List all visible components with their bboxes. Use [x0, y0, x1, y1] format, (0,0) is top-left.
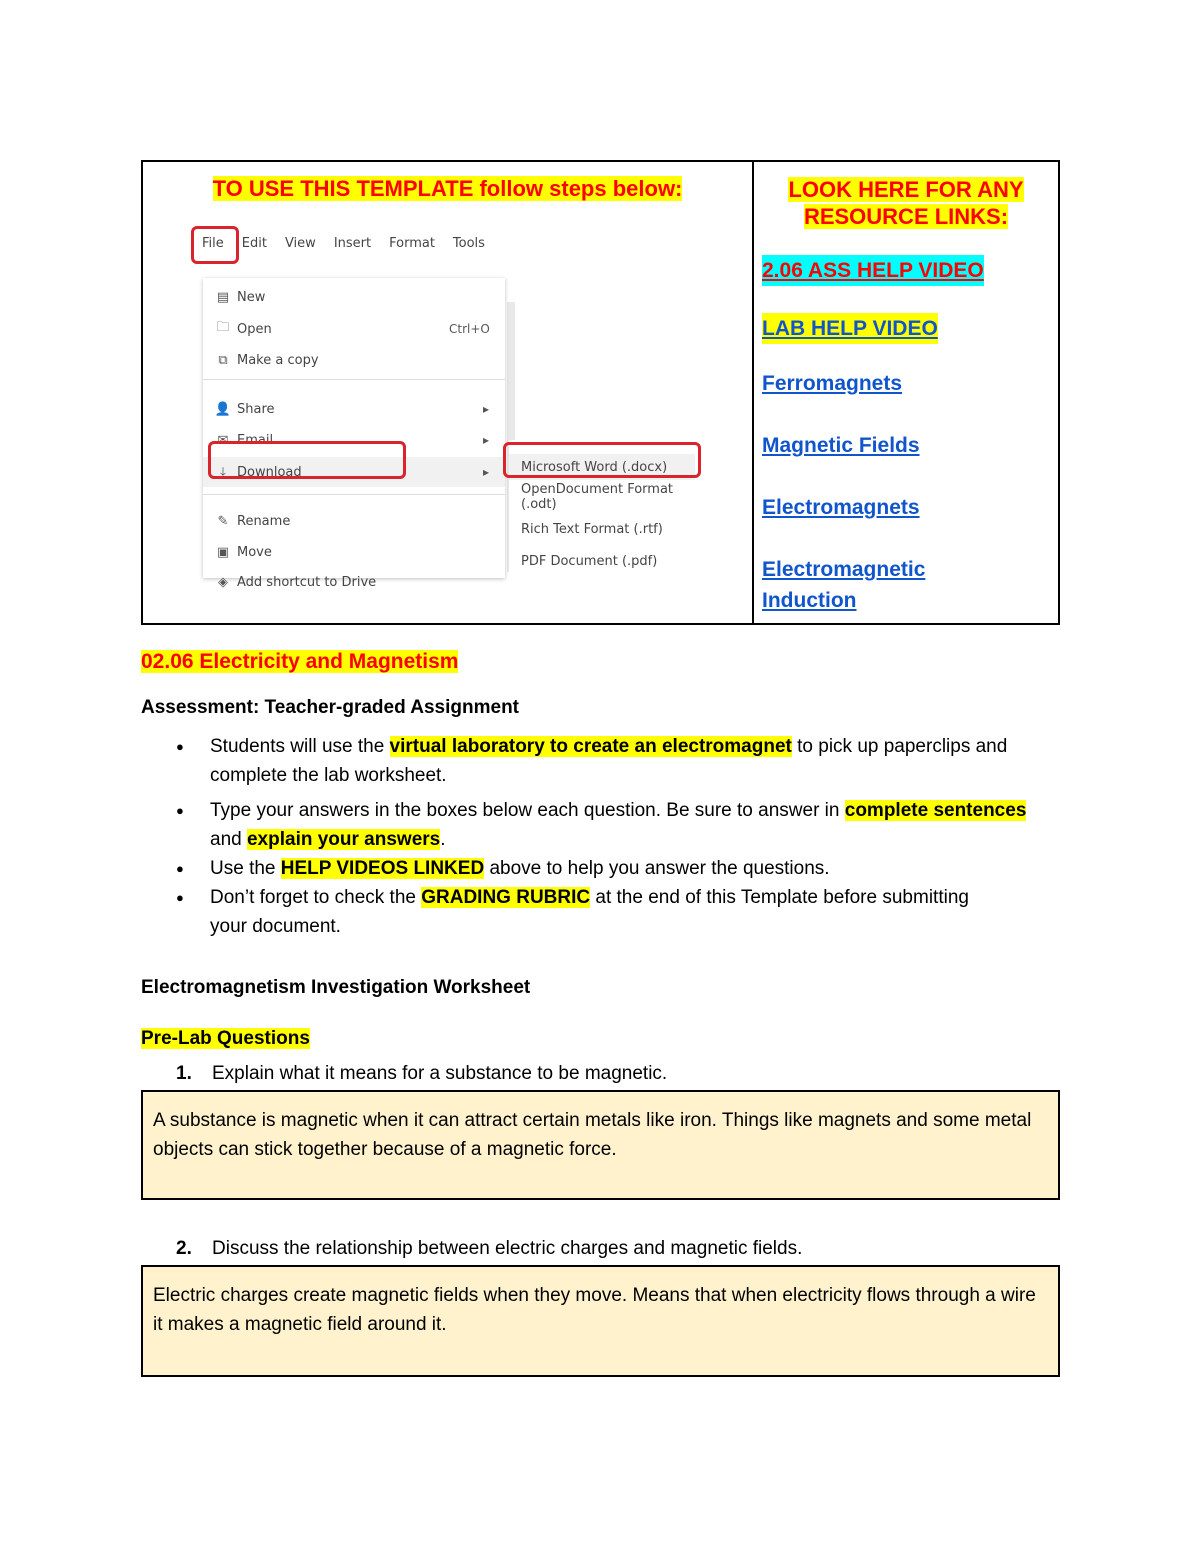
- list-item: ● Don’t forget to check the GRADING RUBRIC at the end of this Template before submitting your document.: [170, 883, 990, 941]
- question-1: 1. Explain what it means for a substance to be magnetic.: [176, 1063, 668, 1084]
- menu-separator: [203, 494, 505, 495]
- list-item: ● Type your answers in the boxes below each question. Be sure to answer in complete sentences and explain your answers.: [170, 796, 1050, 854]
- file-menu: [203, 278, 505, 590]
- menu-insert: Insert: [333, 236, 372, 251]
- file-menu-item: ✉ Email ▸: [203, 425, 505, 455]
- assessment-label: Assessment: Teacher-graded Assignment: [141, 697, 520, 718]
- list-item: ● Students will use the virtual laboratory to create an electromagnet to pick up paperclips and complete the lab worksheet.: [170, 732, 1070, 790]
- question-2: 2. Discuss the relationship between electric charges and magnetic fields.: [176, 1238, 803, 1259]
- menu-screenshot: [191, 222, 721, 590]
- menu-format: Format: [389, 236, 435, 251]
- link-electromagnets[interactable]: Electromagnets: [762, 496, 920, 519]
- submenu-item-odt: OpenDocument Format (.odt): [521, 482, 674, 512]
- page-title: 02.06 Electricity and Magnetism: [141, 650, 459, 673]
- folder-icon: 🗀: [216, 320, 230, 335]
- move-icon: ▣: [216, 544, 230, 560]
- link-magnetic-fields[interactable]: Magnetic Fields: [762, 434, 920, 457]
- link-electromagnetic-induction[interactable]: Electromagnetic Induction: [762, 558, 926, 612]
- resource-links-cell: [754, 162, 1058, 623]
- menu-view: View: [284, 236, 316, 251]
- instructions-list: [170, 732, 1070, 941]
- docx-callout-box: [503, 442, 701, 478]
- answer-box-1[interactable]: A substance is magnetic when it can attract certain metals like iron. Things like magnets and some metal objects can stick together because of a magnetic force.: [141, 1090, 1060, 1200]
- submenu-item-docx: Microsoft Word (.docx): [509, 454, 695, 480]
- file-callout-box: [191, 226, 239, 264]
- worksheet-title: Electromagnetism Investigation Worksheet: [141, 977, 531, 998]
- template-heading: TO USE THIS TEMPLATE follow steps below:: [212, 176, 683, 201]
- menu-separator: [203, 379, 505, 380]
- download-icon: ⤓: [220, 464, 226, 480]
- rename-icon: ✎: [217, 513, 229, 529]
- submenu-item-pdf: PDF Document (.pdf): [521, 553, 658, 569]
- email-icon: ✉: [217, 432, 229, 448]
- template-table: [141, 160, 1060, 625]
- answer-box-2[interactable]: Electric charges create magnetic fields when they move. Means that when electricity flows through a wire it makes a magnetic field around it.: [141, 1265, 1060, 1377]
- file-menu-item: ▤ New: [203, 282, 505, 312]
- prelab-title: Pre-Lab Questions: [141, 1028, 310, 1049]
- file-menu-item: ▣ Move: [203, 537, 505, 567]
- file-menu-item-download: ⤓ Download ▸: [203, 457, 505, 487]
- share-icon: 👤: [214, 401, 232, 417]
- template-instructions-cell: [143, 162, 754, 623]
- file-menu-item: 🗀 Open Ctrl+O: [203, 314, 505, 344]
- submenu-item-rtf: Rich Text Format (.rtf): [521, 521, 663, 537]
- menu-edit: Edit: [241, 236, 267, 251]
- file-menu-item: 👤 Share ▸: [203, 394, 505, 424]
- menu-tools: Tools: [452, 236, 485, 251]
- resource-heading: LOOK HERE FOR ANY RESOURCE LINKS:: [788, 177, 1024, 229]
- link-lab-help-video[interactable]: LAB HELP VIDEO: [762, 313, 938, 344]
- download-callout-box: [208, 441, 406, 479]
- file-menu-item: ◈ Add shortcut to Drive: [203, 567, 505, 597]
- link-ferromagnets[interactable]: Ferromagnets: [762, 372, 903, 395]
- copy-icon: ⧉: [218, 352, 228, 368]
- new-doc-icon: ▤: [216, 289, 230, 305]
- link-ass-help-video[interactable]: 2.06 ASS HELP VIDEO: [762, 255, 984, 286]
- menu-file: File: [202, 236, 224, 251]
- shortcut-icon: ◈: [218, 574, 228, 590]
- list-item: ● Use the HELP VIDEOS LINKED above to help you answer the questions.: [170, 854, 1050, 883]
- file-menu-item: ✎ Rename: [203, 506, 505, 536]
- file-menu-item: ⧉ Make a copy: [203, 345, 505, 375]
